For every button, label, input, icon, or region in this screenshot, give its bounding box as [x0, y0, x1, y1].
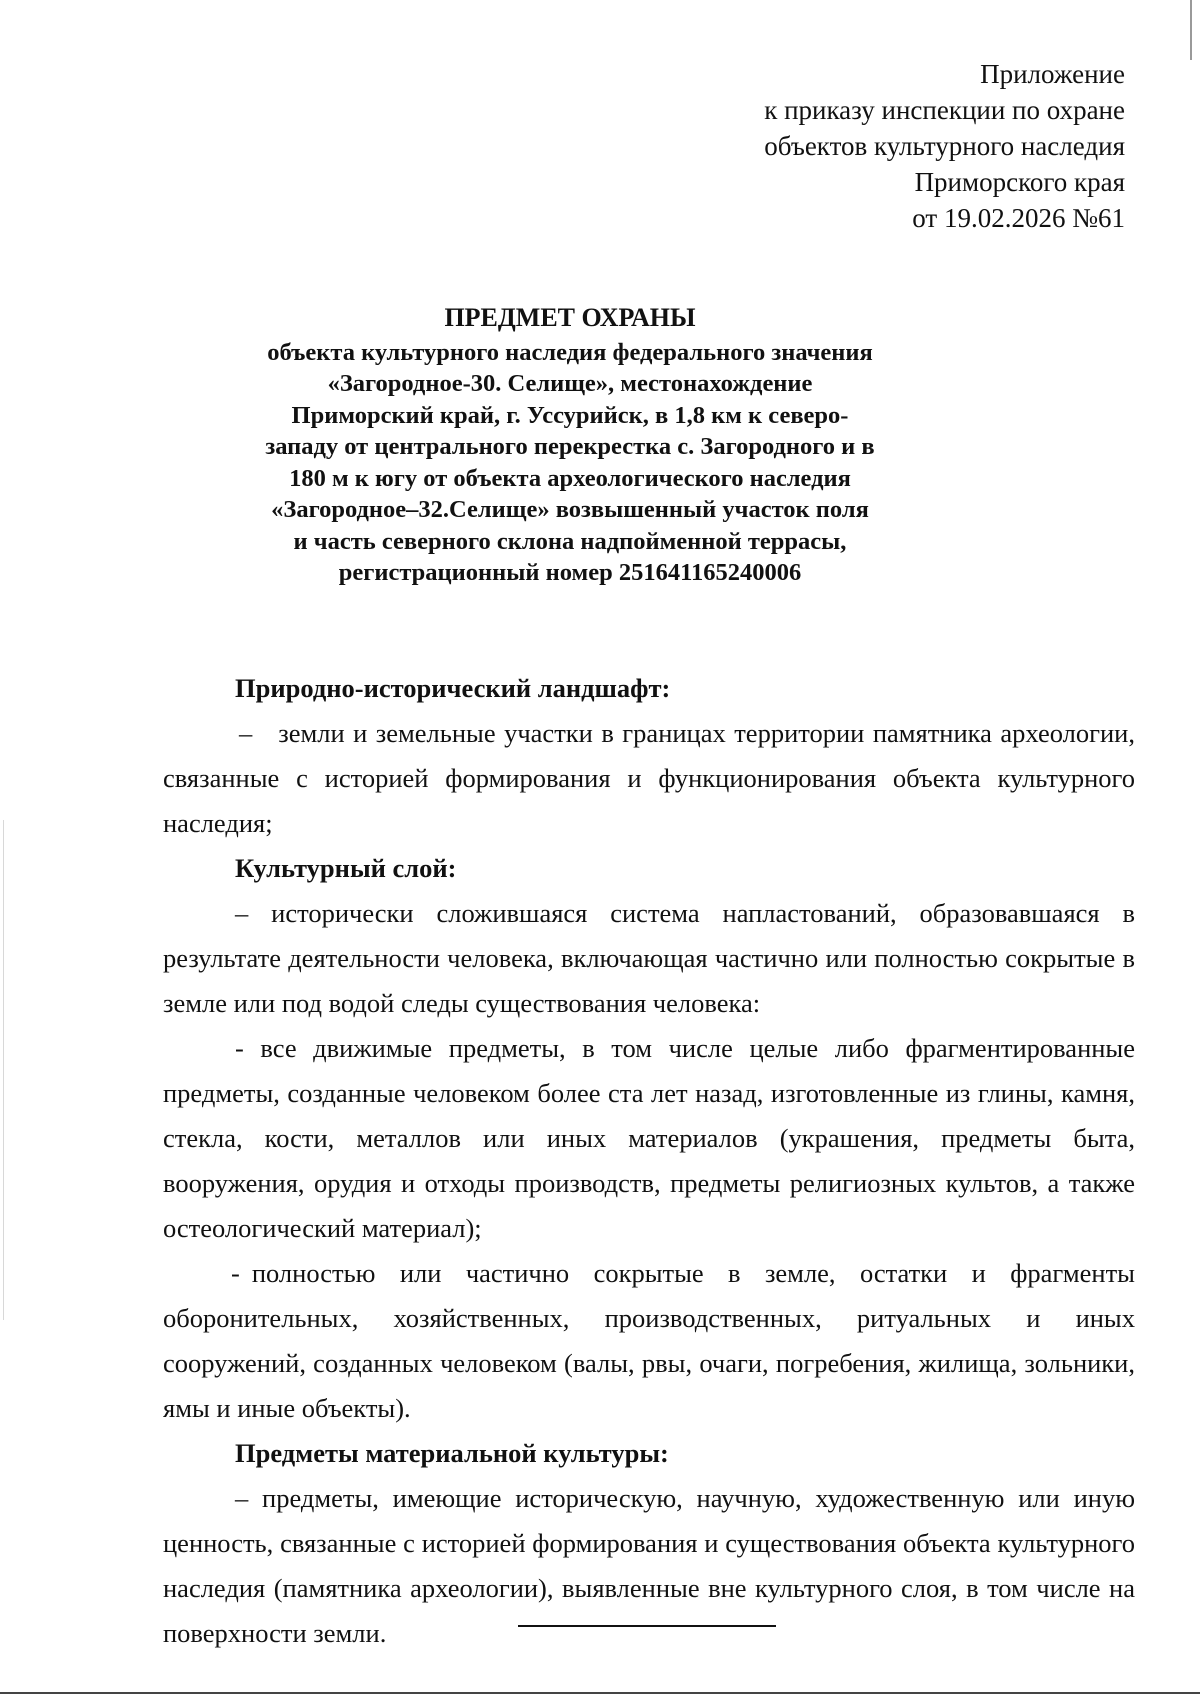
title-line: Приморский край, г. Уссурийск, в 1,8 км к северо- [291, 401, 849, 429]
cultural-layer-paragraph: – исторически сложившаяся система напластований, образовавшаяся в результате деятельности человека, включающая частично или полностью сокрытые в земле или под водой следы существования человека: [163, 898, 1135, 1018]
document-title [250, 302, 890, 589]
dash-mark: - [231, 1258, 240, 1288]
appendix-line: объектов культурного наследия [764, 131, 1125, 161]
dash-mark: – [239, 718, 253, 748]
appendix-line: Приложение [980, 59, 1125, 89]
cultural-layer-item: - все движимые предметы, в том числе целые либо фрагментированные предметы, созданные человеком более ста лет назад, изготовленные из глины, камня, стекла, кости, металлов или иных материалов (украшения, предметы быта, вооружения, орудия и отходы производств, предметы религиозных культов, а также остеологический материал); [163, 1033, 1135, 1243]
cultural-layer-item [163, 1251, 1135, 1431]
section-heading-landscape: Природно-исторический ландшафт: [235, 673, 671, 703]
section-heading-material-culture: Предметы материальной культуры: [235, 1438, 669, 1468]
title-line: «Загородное–32.Селище» возвышенный участок поля [271, 496, 869, 523]
appendix-header [764, 56, 1125, 236]
appendix-line: к приказу инспекции по охране [764, 95, 1125, 125]
document-body [163, 666, 1135, 1656]
title-line: и часть северного склона надпойменной террасы, [293, 527, 847, 555]
scan-edge-mark [3, 820, 4, 1320]
material-culture-paragraph: – предметы, имеющие историческую, научную, художественную или иную ценность, связанные с историей формирования и существования объекта культурного наследия (памятника археологии), выявленные вне культурного слоя, в том числе на поверхности земли. [163, 1483, 1135, 1648]
appendix-line: от 19.02.2026 №61 [912, 203, 1125, 233]
title-line: «Загородное-30. Селище», местонахождение [327, 370, 813, 397]
title-line: регистрационный номер 251641165240006 [338, 559, 802, 586]
landscape-text: земли и земельные участки в границах территории памятника археологии, связанные с историей формирования и функционирования объекта культурного наследия; [163, 718, 1135, 838]
landscape-paragraph [163, 711, 1135, 846]
title-line: объекта культурного наследия федерального значения [267, 338, 873, 366]
title-main: ПРЕДМЕТ ОХРАНЫ [444, 303, 696, 332]
appendix-line: Приморского края [914, 167, 1125, 197]
title-line: западу от центрального перекрестка с. Загородного и в [265, 433, 875, 460]
section-heading-cultural-layer: Культурный слой: [235, 853, 457, 883]
scan-edge-mark [1190, 0, 1192, 60]
end-separator-line [518, 1625, 776, 1627]
title-line: 180 м к югу от объекта археологического наследия [289, 464, 851, 492]
scan-edge-line [0, 1692, 1200, 1694]
cultural-layer-item-text: полностью или частично сокрытые в земле, остатки и фрагменты оборонительных, хозяйственных, производственных, ритуальных и иных сооружений, созданных человеком (валы, рвы, очаги, погребения, жилища, зольники, ямы и иные объекты). [163, 1258, 1135, 1423]
